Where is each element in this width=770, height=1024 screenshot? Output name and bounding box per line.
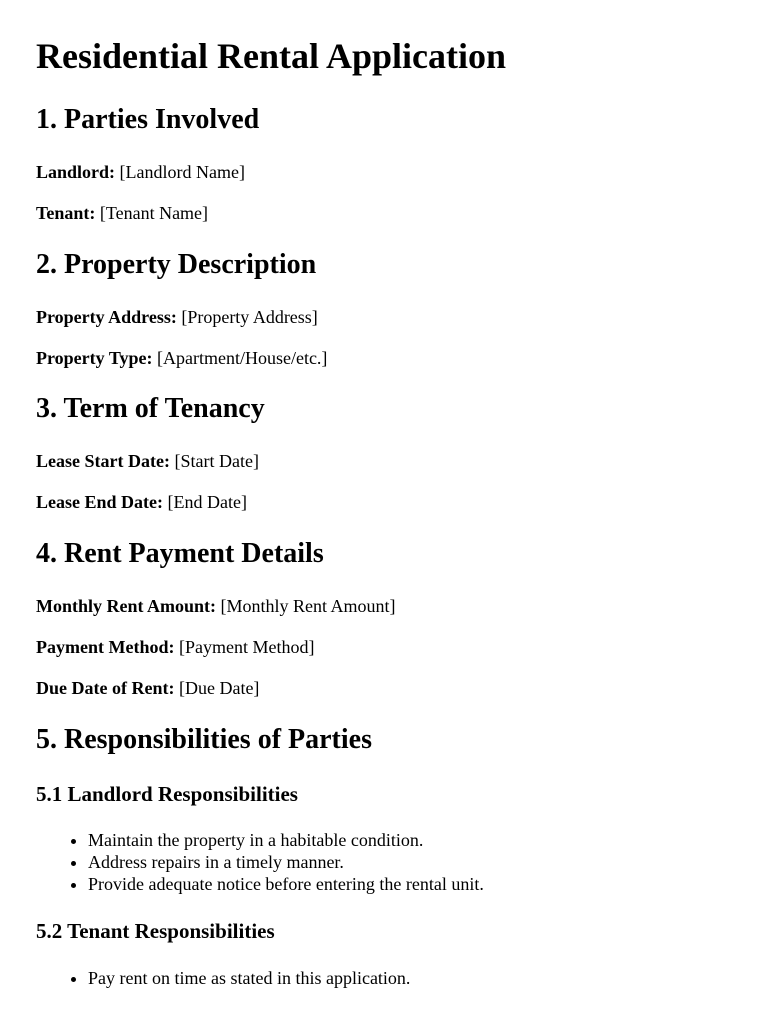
field-lease-end-label: Lease End Date: <box>36 492 163 512</box>
section-heading-responsibilities: 5. Responsibilities of Parties <box>36 724 372 755</box>
section-heading-parties: 1. Parties Involved <box>36 104 260 135</box>
field-property-type-value: [Apartment/House/etc.] <box>156 348 328 368</box>
field-landlord-label: Landlord: <box>36 162 116 182</box>
section-heading-property: 2. Property Description <box>36 249 317 280</box>
list-item: • Address repairs in a timely manner. <box>88 851 484 873</box>
field-tenant <box>36 202 208 224</box>
subsection-heading-tenant: 5.2 Tenant Responsibilities <box>36 919 275 943</box>
field-property-type-label: Property Type: <box>36 348 153 368</box>
field-monthly-rent-value: [Monthly Rent Amount] <box>220 596 396 616</box>
field-due-date-label: Due Date of Rent: <box>36 678 175 698</box>
field-payment-method-label: Payment Method: <box>36 637 175 657</box>
field-monthly-rent-label: Monthly Rent Amount: <box>36 596 217 616</box>
field-property-address-value: [Property Address] <box>181 307 318 327</box>
field-payment-method-value: [Payment Method] <box>178 637 315 657</box>
field-tenant-value: [Tenant Name] <box>99 203 209 223</box>
field-monthly-rent <box>36 595 396 617</box>
section-heading-rent: 4. Rent Payment Details <box>36 538 324 569</box>
list-item: • Provide adequate notice before entering the rental unit. <box>88 873 484 895</box>
field-lease-start <box>36 450 259 472</box>
field-landlord-value: [Landlord Name] <box>119 162 245 182</box>
section-heading-term: 3. Term of Tenancy <box>36 393 265 424</box>
field-lease-end <box>36 491 247 513</box>
field-lease-start-value: [Start Date] <box>174 451 259 471</box>
field-lease-start-label: Lease Start Date: <box>36 451 170 471</box>
field-property-address <box>36 306 318 328</box>
field-property-type <box>36 347 327 369</box>
landlord-responsibilities-list <box>36 829 484 895</box>
tenant-responsibilities-list <box>36 967 410 989</box>
field-due-date <box>36 677 259 699</box>
field-lease-end-value: [End Date] <box>167 492 247 512</box>
field-tenant-label: Tenant: <box>36 203 96 223</box>
document-title: Residential Rental Application <box>36 36 507 76</box>
list-item: • Maintain the property in a habitable condition. <box>88 829 484 851</box>
field-landlord <box>36 161 245 183</box>
subsection-heading-landlord: 5.1 Landlord Responsibilities <box>36 782 298 806</box>
list-item: • Pay rent on time as stated in this application. <box>88 967 410 989</box>
field-payment-method <box>36 636 314 658</box>
field-property-address-label: Property Address: <box>36 307 177 327</box>
field-due-date-value: [Due Date] <box>178 678 260 698</box>
